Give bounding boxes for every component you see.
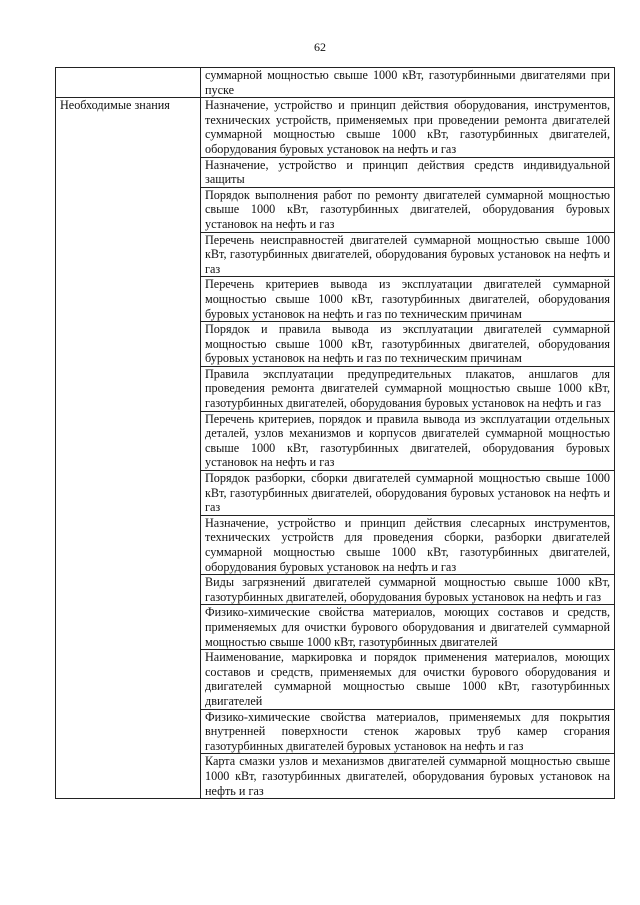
knowledge-item: Порядок и правила вывода из эксплуатации двигателей суммарной мощностью свыше 1000 кВт, газотурбинных двигателей, оборудования буровых установок на нефть и газ по техническим причинам: [201, 322, 615, 367]
section-label-necessary-knowledge: Необходимые знания: [56, 98, 201, 799]
knowledge-item: Назначение, устройство и принцип действия оборудования, инструментов, технических устройств, применяемых при проведении ремонта двигателей суммарной мощностью свыше 1000 кВт, газотурбинных двигателей, оборудования буровых установок на нефть и газ: [201, 98, 615, 157]
knowledge-item: Физико-химические свойства материалов, применяемых для покрытия внутренней поверхности стенок жаровых труб камер сгорания газотурбинных двигателей буровых установок на нефть и газ: [201, 709, 615, 754]
row-label-cell: [56, 68, 201, 98]
knowledge-item: Перечень неисправностей двигателей суммарной мощностью свыше 1000 кВт, газотурбинных двигателей, оборудования буровых установок на нефть и газ: [201, 232, 615, 277]
page-number: 62: [314, 40, 326, 54]
knowledge-item: Карта смазки узлов и механизмов двигателей суммарной мощностью свыше 1000 кВт, газотурбинных двигателей, оборудования буровых установок на нефть и газ: [201, 754, 615, 799]
knowledge-item: Физико-химические свойства материалов, моющих составов и средств, применяемых для очистки бурового оборудования и двигателей суммарной мощностью свыше 1000 кВт, газотурбинных двигателей: [201, 605, 615, 650]
requirements-table: [55, 67, 615, 799]
knowledge-item: Наименование, маркировка и порядок применения материалов, моющих составов и средств, применяемых для очистки бурового оборудования и двигателей суммарной мощностью свыше 1000 кВт, газотурбинных двигателей: [201, 650, 615, 709]
knowledge-item: Назначение, устройство и принцип действия средств индивидуальной защиты: [201, 157, 615, 187]
knowledge-item: Порядок выполнения работ по ремонту двигателей суммарной мощностью свыше 1000 кВт, газотурбинных двигателей, оборудования буровых установок на нефть и газ: [201, 187, 615, 232]
table-row: [56, 68, 615, 98]
table-row: [56, 98, 615, 157]
knowledge-item: Порядок разборки, сборки двигателей суммарной мощностью свыше 1000 кВт, газотурбинных двигателей, оборудования буровых установок на нефть и газ: [201, 471, 615, 516]
row-text-cell: суммарной мощностью свыше 1000 кВт, газотурбинными двигателями при пуске: [201, 68, 615, 98]
knowledge-item: Правила эксплуатации предупредительных плакатов, аншлагов для проведения ремонта двигателей суммарной мощностью свыше 1000 кВт, газотурбинных двигателей, оборудования буровых установок на нефть и газ: [201, 366, 615, 411]
knowledge-item: Перечень критериев вывода из эксплуатации двигателей суммарной мощностью свыше 1000 кВт, газотурбинных двигателей, оборудования буровых установок на нефть и газ по техническим причинам: [201, 277, 615, 322]
knowledge-item: Перечень критериев, порядок и правила вывода из эксплуатации отдельных деталей, узлов механизмов и корпусов двигателей суммарной мощностью свыше 1000 кВт, газотурбинных двигателей, оборудования буровых установок на нефть и газ: [201, 411, 615, 470]
knowledge-item: Назначение, устройство и принцип действия слесарных инструментов, технических устройств для проведения сборки, разборки двигателей суммарной мощностью свыше 1000 кВт, газотурбинных двигателей, оборудования буровых установок на нефть и газ: [201, 515, 615, 574]
knowledge-item: Виды загрязнений двигателей суммарной мощностью свыше 1000 кВт, газотурбинных двигателей, оборудования буровых установок на нефть и газ: [201, 575, 615, 605]
